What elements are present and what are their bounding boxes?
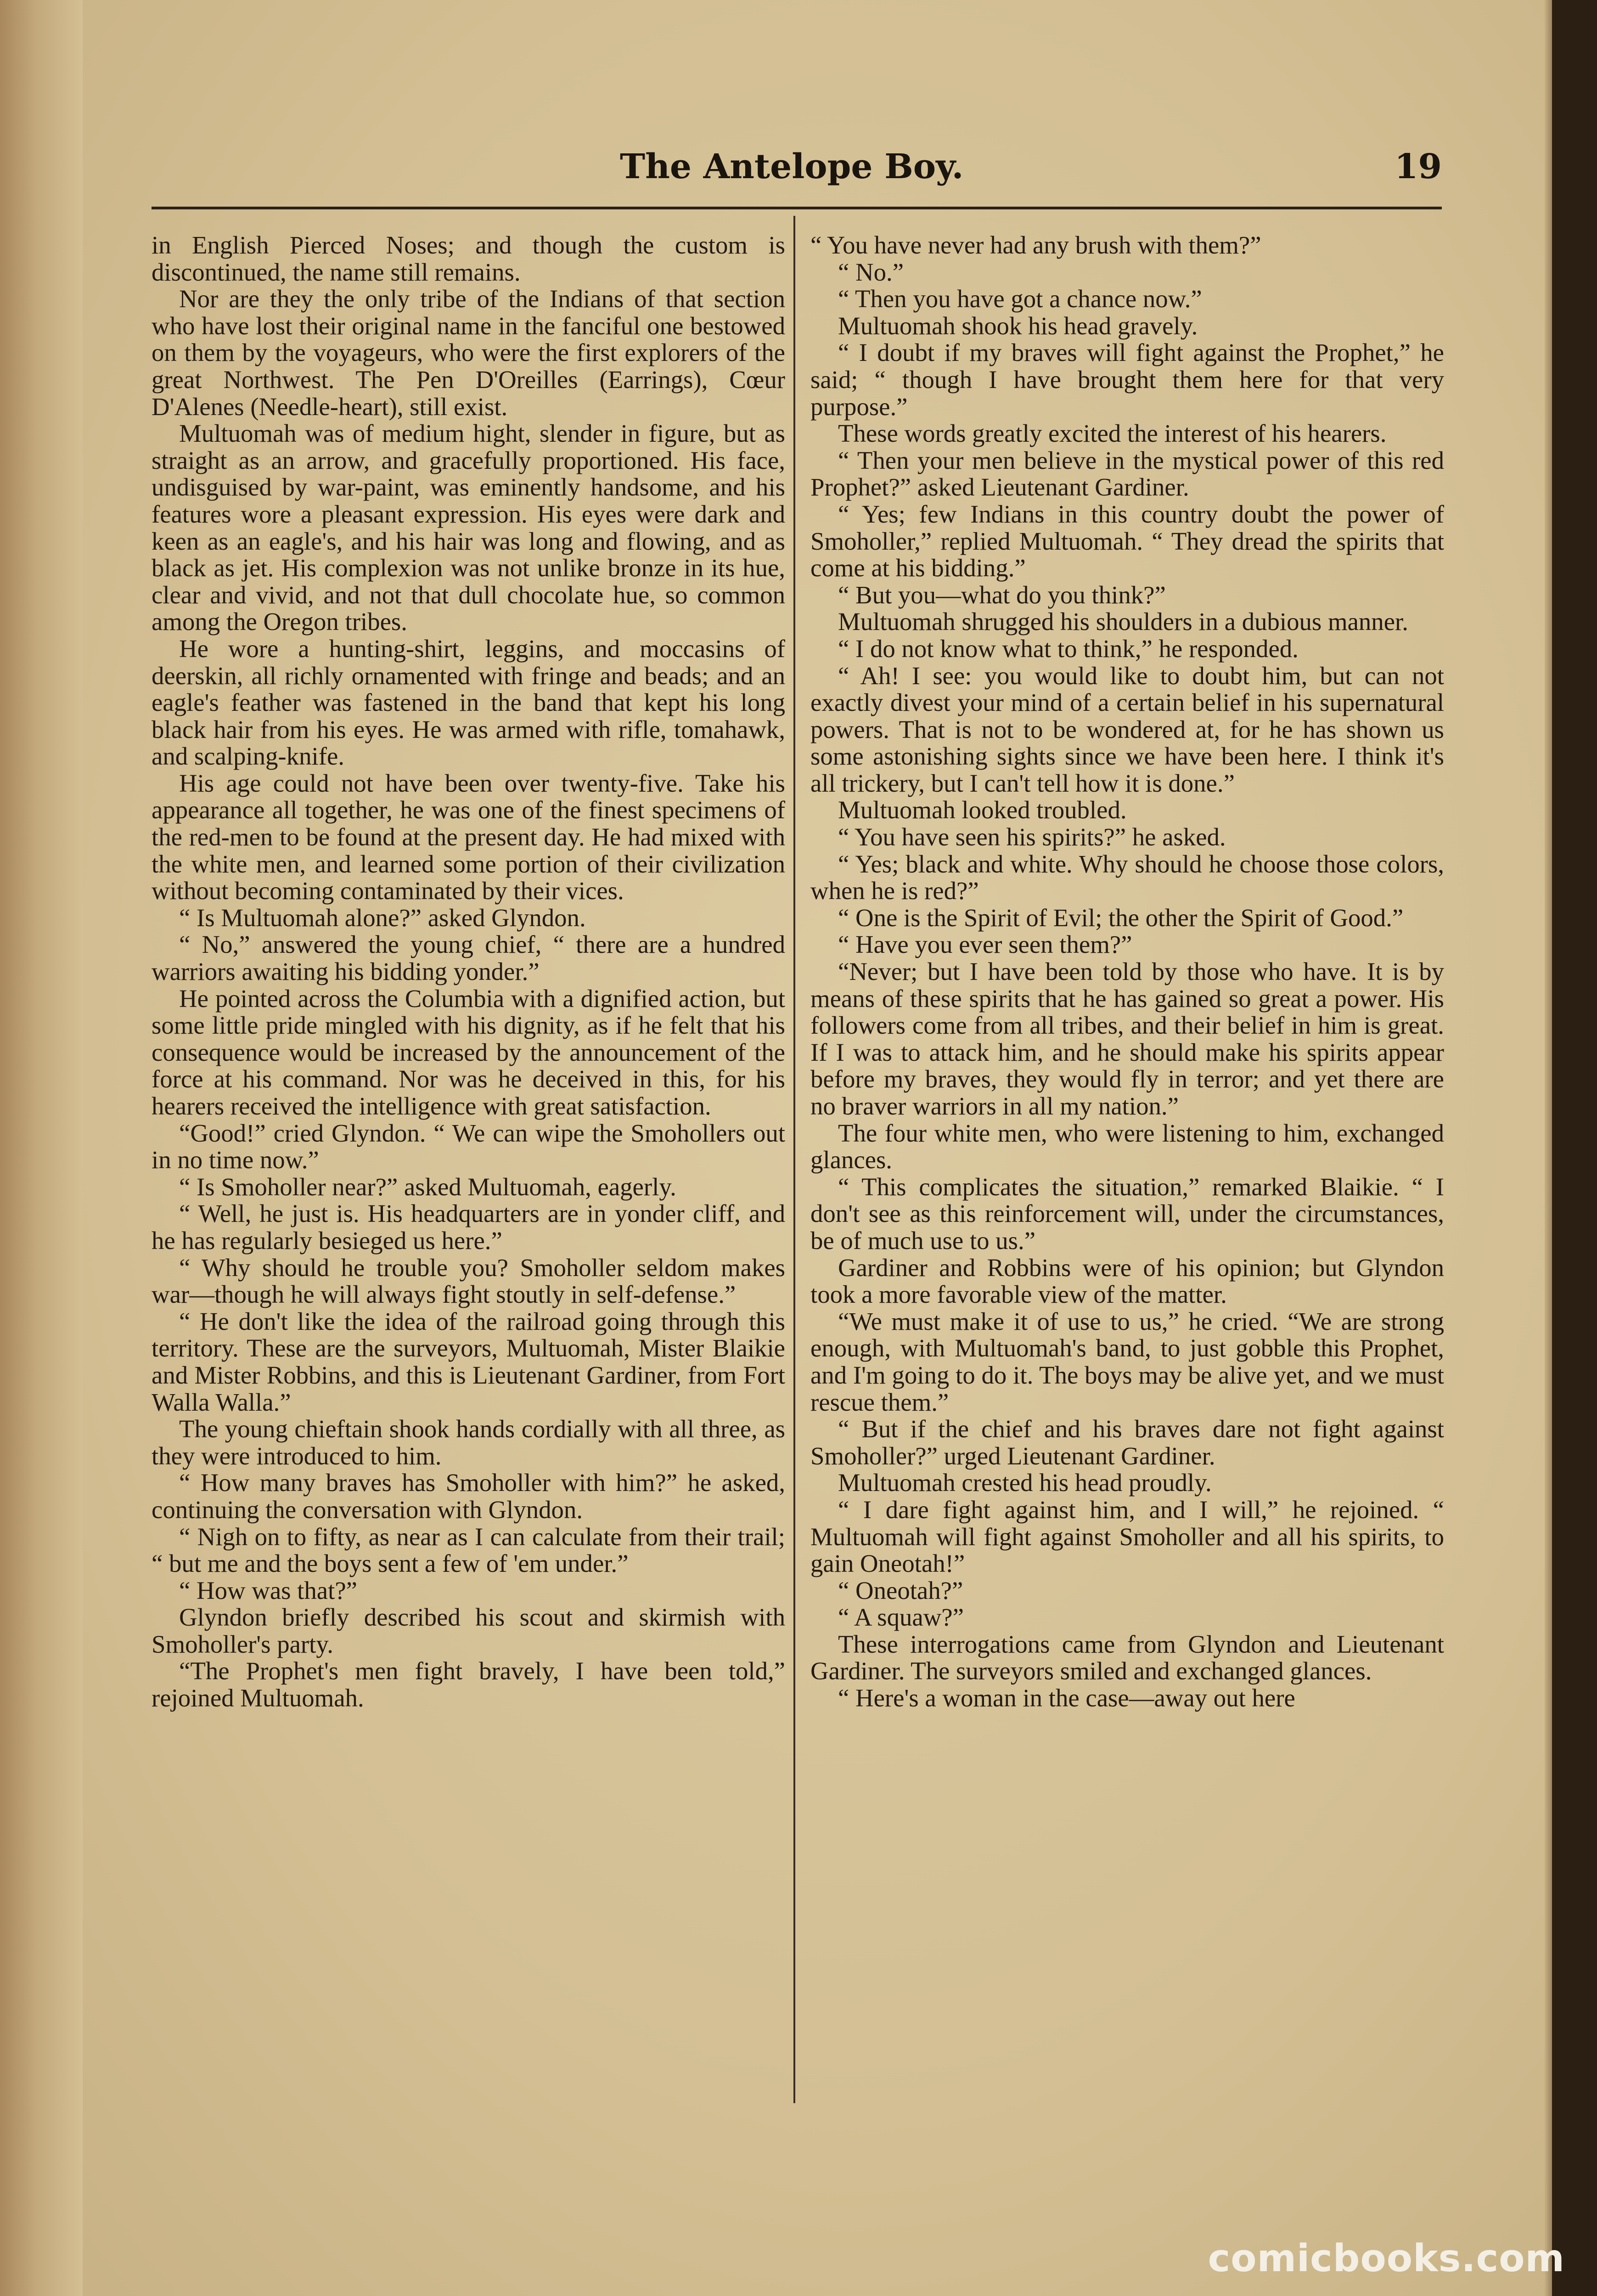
paragraph: “ How many braves has Smoholler with him?” he asked, continuing the conversation with Glyndon. [152,1469,785,1524]
paragraph: “ This complicates the situation,” remarked Blaikie. “ I don't see as this reinforcement will, under the circumstances, be of much use to us.” [810,1172,1444,1255]
paragraph: Gardiner and Robbins were of his opinion; but Glyndon took a more favorable view of the matter. [810,1253,1444,1309]
paragraph: He wore a hunting-shirt, leggins, and moccasins of deerskin, all richly ornamented with fringe and beads; and an eagle's feather was fastened in the band that kept his long black hair from his eyes. He was armed with rifle, tomahawk, and scalping-knife. [152,634,785,771]
paragraph: “ No,” answered the young chief, “ there are a hundred warriors awaiting his bidding yonder.” [152,930,785,986]
paragraph: “ Oneotah?” [838,1576,963,1604]
paragraph: “ But if the chief and his braves dare not fight against Smoholler?” urged Lieutenant Gardiner. [810,1415,1444,1470]
paragraph: “Never; but I have been told by those who have. It is by means of these spirits that he has gained so great a power. His followers come from all tribes, and their belief in him is great. If I was to attack him, and he should make his spirits appear before my braves, they would fly in terror; and yet there are no braver warriors in all my nation.” [810,957,1444,1120]
paragraph: “ Yes; few Indians in this country doubt the power of Smoholler,” replied Multuomah. “ They dread the spirits that come at his bidding.” [810,500,1444,582]
paragraph: “ No.” [838,258,904,286]
paragraph: The young chieftain shook hands cordially with all three, as they were introduced to him. [152,1415,785,1470]
page-edge [1545,0,1552,2296]
paragraph: “ He don't like the idea of the railroad going through this territory. These are the surveyors, Multuomah, Mister Blaikie and Mister Robbins, and this is Lieutenant Gardiner, from Fort Walla Walla.” [152,1307,785,1416]
paragraph: Multuomah shrugged his shoulders in a dubious manner. [838,608,1408,636]
paragraph: “ I do not know what to think,” he responded. [838,634,1299,663]
paragraph: “ One is the Spirit of Evil; the other the Spirit of Good.” [838,903,1404,932]
paragraph: “ Then you have got a chance now.” [838,285,1202,313]
paragraph: “ Ah! I see: you would like to doubt him, but can not exactly divest your mind of a certain belief in his supernatural powers. That is not to be wondered at, for he has shown us some astonishing sights since we have been here. I think it's all trickery, but I can't tell how it is done.” [810,661,1444,797]
right-column [810,232,1444,1712]
watermark: comicbooks.com [1208,2237,1565,2280]
paragraph: “Good!” cried Glyndon. “ We can wipe the Smohollers out in no time now.” [152,1119,785,1174]
paragraph: “ Nigh on to fifty, as near as I can calculate from their trail; “ but me and the boys sent a few of 'em under.” [152,1522,785,1578]
paragraph: “ How was that?” [179,1576,357,1604]
paragraph: “ You have seen his spirits?” he asked. [838,823,1226,851]
paragraph: Nor are they the only tribe of the Indians of that section who have lost their original name in the fanciful one bestowed on them by the voyageurs, who were the first explorers of the great Northwest. The Pen D'Oreilles (Earrings), Cœur D'Alenes (Needle-heart), still exist. [152,285,785,421]
paragraph: “We must make it of use to us,” he cried. “We are strong enough, with Multuomah's band, to just gobble this Prophet, and I'm going to do it. The boys may be alive yet, and we must rescue them.” [810,1307,1444,1416]
paragraph: He pointed across the Columbia with a dignified action, but some little pride mingled with his dignity, as if he felt that his consequence would be increased by the announcement of the force at his command. Nor was he deceived in this, for his hearers received the intelligence with great satisfaction. [152,984,785,1120]
paragraph: “ Then your men believe in the mystical power of this red Prophet?” asked Lieutenant Gardiner. [810,446,1444,501]
paragraph: His age could not have been over twenty-five. Take his appearance all together, he was one of the finest specimens of the red-men to be found at the present day. He had mixed with the white men, and learned some portion of their civilization without becoming contaminated by their vices. [152,769,785,905]
paragraph: “ I dare fight against him, and I will,” he rejoined. “ Multuomah will fight against Smoholler and all his spirits, to gain Oneotah!” [810,1495,1444,1578]
paragraph: “ Have you ever seen them?” [838,930,1132,959]
paragraph: The four white men, who were listening to him, exchanged glances. [810,1119,1444,1174]
paragraph: “ Well, he just is. His headquarters are in yonder cliff, and he has regularly besieged us here.” [152,1199,785,1255]
running-header [152,138,1442,202]
paragraph: “ Is Multuomah alone?” asked Glyndon. [179,903,586,932]
paragraph: “ Is Smoholler near?” asked Multuomah, eagerly. [179,1172,676,1201]
column-divider [793,216,795,2103]
paragraph: These interrogations came from Glyndon and Lieutenant Gardiner. The surveyors smiled and exchanged glances. [810,1630,1444,1685]
left-column [152,232,785,1712]
paragraph: “ You have never had any brush with them?” [810,231,1261,259]
paragraph: “ Yes; black and white. Why should he choose those colors, when he is red?” [810,850,1444,905]
paragraph: “The Prophet's men fight bravely, I have been told,” rejoined Multuomah. [152,1657,785,1712]
paragraph: “ I doubt if my braves will fight against the Prophet,” he said; “ though I have brought them here for that very purpose.” [810,338,1444,421]
paragraph: in English Pierced Noses; and though the custom is discontinued, the name still remains. [152,231,785,286]
paragraph: Glyndon briefly described his scout and skirmish with Smoholler's party. [152,1603,785,1658]
running-title: The Antelope Boy. [620,147,964,186]
paragraph: These words greatly excited the interest of his hearers. [838,419,1387,448]
paragraph: “ Here's a woman in the case—away out here [838,1684,1295,1712]
header-rule [152,207,1442,209]
page-number: 19 [1395,147,1442,186]
paragraph: “ But you—what do you think?” [838,580,1166,609]
paragraph: Multuomah was of medium hight, slender in figure, but as straight as an arrow, and gracefully proportioned. His face, undisguised by war-paint, was eminently handsome, and his features wore a pleasant expression. His eyes were dark and keen as an eagle's, and his hair was long and flowing, and as black as jet. His complexion was not unlike bronze in its hue, clear and vivid, and not that dull chocolate hue, so common among the Oregon tribes. [152,419,785,636]
paragraph: “ A squaw?” [838,1603,964,1632]
paragraph: Multuomah looked troubled. [838,796,1127,824]
paragraph: “ Why should he trouble you? Smoholler seldom makes war—though he will always fight stoutly in self-defense.” [152,1253,785,1309]
paragraph: Multuomah shook his head gravely. [838,311,1198,340]
paragraph: Multuomah crested his head proudly. [838,1469,1212,1497]
page-gutter [0,0,83,2296]
